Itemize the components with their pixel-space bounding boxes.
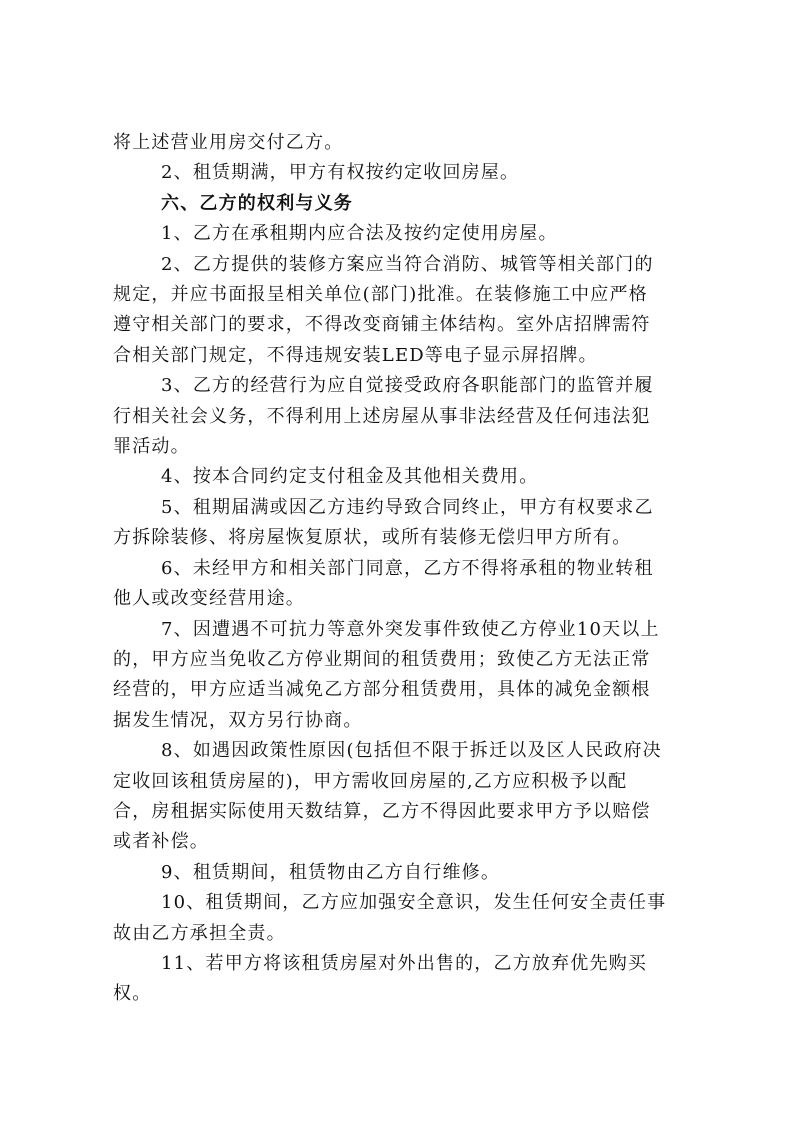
text-line: 或者补偿。: [113, 831, 209, 853]
text-line: 9、租赁期间，租赁物由乙方自行维修。: [161, 861, 501, 883]
text-line: 据发生情况，双方另行协商。: [113, 709, 363, 731]
text-line: 罪活动。: [113, 436, 190, 458]
text-line: 规定，并应书面报呈相关单位(部门)批准。在装修施工中应严格: [113, 284, 648, 306]
text-line: 经营的，甲方应适当减免乙方部分租赁费用，具体的减免金额根: [113, 679, 651, 701]
text-line: 3、乙方的经营行为应自觉接受政府各职能部门的监管并履: [161, 375, 654, 397]
text-line: 4、按本合同约定支付租金及其他相关费用。: [161, 466, 539, 488]
text-line: 10、租赁期间，乙方应加强安全意识，发生任何安全责任事: [161, 892, 667, 914]
text-line: 2、租赁期满，甲方有权按约定收回房屋。: [161, 162, 520, 184]
text-line: 故由乙方承担全责。: [113, 922, 286, 944]
text-line: 11、若甲方将该租赁房屋对外出售的，乙方放弃优先购买: [161, 952, 648, 974]
document-page: [113, 128, 683, 1010]
text-line: 方拆除装修、将房屋恢复原状，或所有装修无偿归甲方所有。: [113, 527, 632, 549]
text-line: 合相关部门规定，不得违规安装LED等电子显示屏招牌。: [113, 344, 598, 366]
text-line: 的，甲方应当免收乙方停业期间的租赁费用；致使乙方无法正常: [113, 648, 651, 670]
text-line: 7、因遭遇不可抗力等意外突发事件致使乙方停业10天以上: [161, 618, 660, 640]
text-line: 2、乙方提供的装修方案应当符合消防、城管等相关部门的: [161, 253, 654, 275]
text-line: 8、如遇因政策性原因(包括但不限于拆迁以及区人民政府决: [161, 740, 662, 762]
section-heading: 六、乙方的权利与义务: [161, 192, 353, 214]
text-line: 他人或改变经营用途。: [113, 588, 305, 610]
text-line: 权。: [113, 983, 152, 1005]
text-line: 将上述营业用房交付乙方。: [113, 132, 344, 153]
text-line: 遵守相关部门的要求，不得改变商铺主体结构。室外店招牌需符: [113, 314, 651, 336]
text-line: 1、乙方在承租期内应合法及按约定使用房屋。: [161, 223, 558, 245]
text-line: 5、租期届满或因乙方违约导致合同终止，甲方有权要求乙: [161, 496, 654, 518]
text-line: 合，房租据实际使用天数结算，乙方不得因此要求甲方予以赔偿: [113, 800, 651, 822]
text-line: 定收回该租赁房屋的)，甲方需收回房屋的,乙方应积极予以配: [113, 770, 628, 792]
text-line: 6、未经甲方和相关部门同意，乙方不得将承租的物业转租: [161, 557, 654, 579]
text-line: 行相关社会义务，不得利用上述房屋从事非法经营及任何违法犯: [113, 405, 651, 427]
